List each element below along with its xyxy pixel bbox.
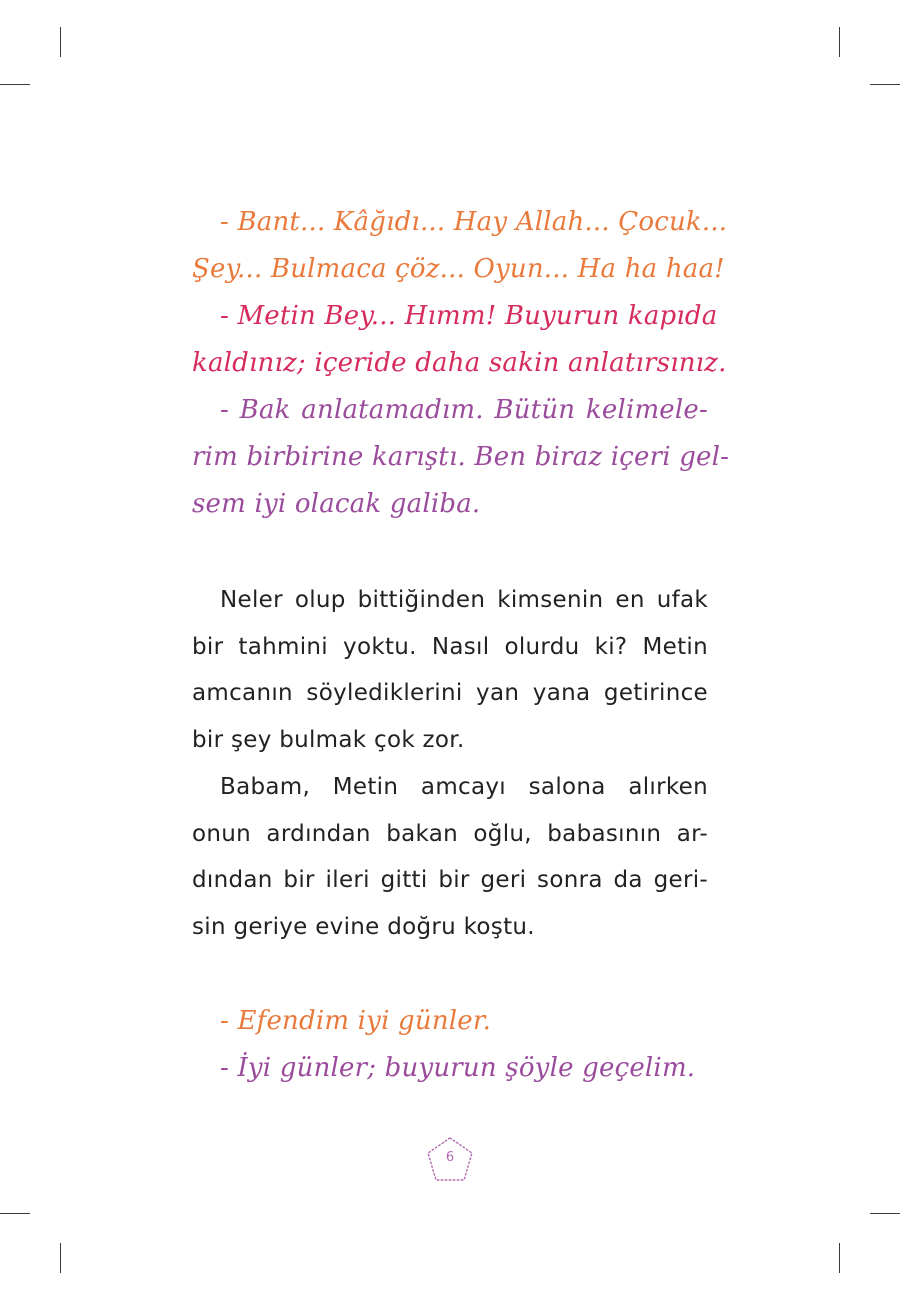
page-number: 6 xyxy=(445,1150,455,1165)
crop-mark-top-right-horizontal xyxy=(870,84,900,85)
crop-mark-top-left-vertical xyxy=(60,27,61,57)
dialogue-block-2 xyxy=(192,998,708,1092)
dialogue-line: rim birbirine karıştı. Ben biraz içeri gel- xyxy=(192,442,730,472)
dialogue-line: - İyi günler; buyurun şöyle geçelim. xyxy=(220,1053,696,1083)
crop-mark-bottom-left-vertical xyxy=(60,1243,61,1273)
crop-mark-top-left-horizontal xyxy=(0,84,30,85)
page-number-badge xyxy=(426,1136,474,1182)
paragraph-line: bir tahmini yoktu. Nasıl olurdu ki? Metin xyxy=(192,633,708,660)
crop-mark-bottom-right-horizontal xyxy=(870,1213,900,1214)
dialogue-block-1 xyxy=(192,199,730,528)
dialogue-line: sem iyi olacak galiba. xyxy=(192,489,481,519)
paragraph-2 xyxy=(192,764,708,950)
paragraph-line: amcanın söylediklerini yan yana getirince xyxy=(192,680,708,706)
paragraph-line: Babam, Metin amcayı salona alırken xyxy=(220,774,708,800)
dialogue-line: - Metin Bey... Hımm! Buyurun kapıda xyxy=(220,301,718,331)
paragraph-line: Neler olup bittiğinden kimsenin en ufak xyxy=(220,587,708,613)
paragraph-line: dından bir ileri gitti bir geri sonra da geri- xyxy=(192,867,708,893)
paragraph-line: onun ardından bakan oğlu, babasının ar- xyxy=(192,820,708,847)
dialogue-line: Şey... Bulmaca çöz... Oyun... Ha ha haa! xyxy=(192,254,725,284)
paragraph-line: sin geriye evine doğru koştu. xyxy=(192,913,535,940)
crop-mark-bottom-left-horizontal xyxy=(0,1213,30,1214)
dialogue-line: - Bak anlatamadım. Bütün kelimele- xyxy=(220,395,708,425)
dialogue-line: - Efendim iyi günler. xyxy=(220,1006,492,1036)
paragraph-1 xyxy=(192,577,708,763)
paragraph-line: bir şey bulmak çok zor. xyxy=(192,726,465,753)
crop-mark-top-right-vertical xyxy=(839,27,840,57)
crop-mark-bottom-right-vertical xyxy=(839,1243,840,1273)
dialogue-line: kaldınız; içeride daha sakin anlatırsınız. xyxy=(192,348,727,378)
dialogue-line: - Bant... Kâğıdı... Hay Allah... Çocuk... xyxy=(220,207,728,237)
